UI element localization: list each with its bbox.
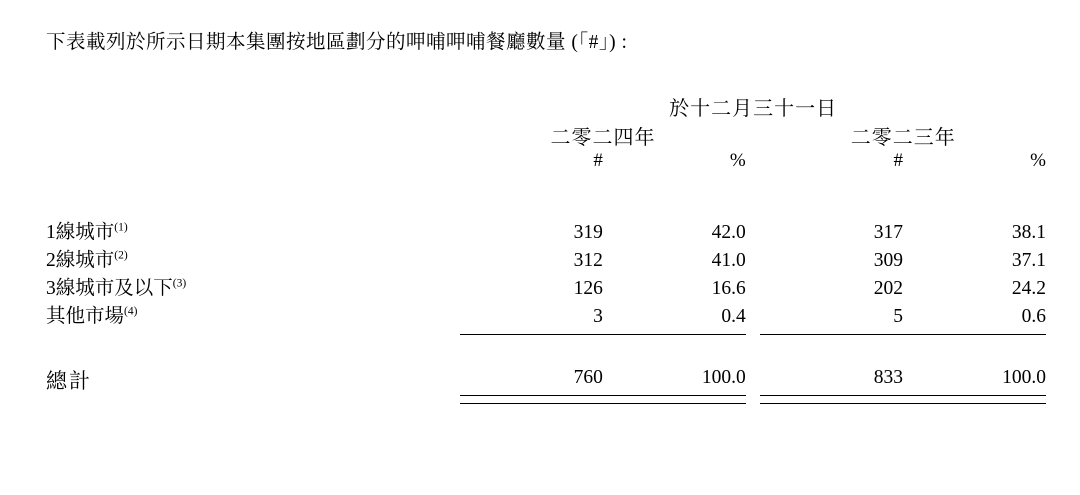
header-spacer-2	[46, 121, 460, 150]
table-row	[46, 300, 1046, 328]
cell-2023-count: 309	[873, 250, 904, 271]
dblrule-2023-pct	[903, 395, 1046, 403]
header-row-years	[46, 121, 1046, 150]
footnote-marker: (2)	[114, 249, 128, 262]
cell-gap	[746, 244, 761, 272]
row-label-tier2	[46, 244, 460, 272]
row-label-other	[46, 300, 460, 328]
total-gap	[746, 365, 761, 395]
header-year-2024: 二零二四年	[550, 127, 656, 149]
total-2024-count: 760	[573, 366, 603, 388]
header-unit-pct-2023: %	[1030, 150, 1046, 171]
footnote-marker: (4)	[124, 305, 138, 318]
cell-2023-count: 317	[873, 222, 904, 243]
table-body	[46, 216, 1046, 403]
header-unit-count-2024: #	[593, 150, 603, 171]
cell-gap	[746, 272, 761, 300]
cell-2023-pct: 38.1	[1011, 222, 1046, 243]
header-year-2023: 二零二三年	[850, 127, 956, 149]
cell-2024-pct: 16.6	[711, 278, 746, 299]
row-label-tier1	[46, 216, 460, 244]
header-gap-2	[746, 150, 761, 172]
header-spacer-row	[46, 172, 1046, 216]
dblrule-spacer	[46, 395, 460, 403]
total-gap-row	[46, 335, 1046, 366]
total-row	[46, 365, 1046, 395]
header-row-date	[46, 92, 1046, 121]
total-2023-pct: 100.0	[1002, 366, 1046, 388]
table-header	[46, 92, 1046, 216]
cell-2023-count: 5	[893, 306, 904, 327]
header-spacer-3	[46, 150, 460, 172]
dblrule-2024-count	[460, 395, 603, 403]
header-gap	[746, 121, 761, 150]
cell-2023-pct: 0.6	[1021, 306, 1046, 327]
cell-2024-count: 3	[593, 306, 603, 327]
footnote-marker: (3)	[172, 277, 187, 290]
table-row	[46, 216, 1046, 244]
cell-2024-count: 312	[573, 250, 603, 271]
cell-2023-pct: 24.2	[1011, 278, 1046, 299]
cell-2023-pct: 37.1	[1011, 250, 1046, 271]
cell-2024-count: 319	[573, 222, 603, 243]
table-row	[46, 244, 1046, 272]
row-label-text: 1線城市	[46, 222, 115, 243]
total-double-rule-row	[46, 395, 1046, 403]
cell-2024-count: 126	[573, 278, 603, 299]
gap-cell	[46, 335, 1046, 366]
total-2024-pct: 100.0	[701, 366, 746, 388]
dblrule-2024-pct	[603, 395, 746, 403]
cell-gap	[746, 216, 761, 244]
intro-paragraph: 下表載列於所示日期本集團按地區劃分的呷哺呷哺餐廳數量 (「#」) :	[46, 32, 628, 53]
restaurant-count-table	[46, 92, 1046, 404]
spacer-cell	[46, 172, 1046, 216]
total-label: 總計	[46, 369, 92, 393]
cell-2024-pct: 0.4	[721, 306, 746, 327]
dblrule-gap	[746, 395, 761, 403]
row-label-text: 其他市場	[46, 306, 125, 327]
header-date: 於十二月三十一日	[669, 98, 838, 120]
header-row-units	[46, 150, 1046, 172]
cell-2024-pct: 42.0	[711, 222, 746, 243]
header-unit-count-2023: #	[893, 150, 904, 171]
cell-gap	[746, 300, 761, 328]
total-2023-count: 833	[873, 366, 904, 388]
header-unit-pct-2024: %	[729, 150, 746, 171]
header-spacer	[46, 92, 460, 121]
cell-2024-pct: 41.0	[711, 250, 746, 271]
dblrule-2023-count	[760, 395, 903, 403]
row-label-text: 2線城市	[46, 250, 115, 271]
row-label-tier3	[46, 272, 460, 300]
cell-2023-count: 202	[873, 278, 904, 299]
row-label-text: 3線城市及以下	[46, 278, 173, 299]
table-row	[46, 272, 1046, 300]
footnote-marker: (1)	[114, 221, 128, 234]
